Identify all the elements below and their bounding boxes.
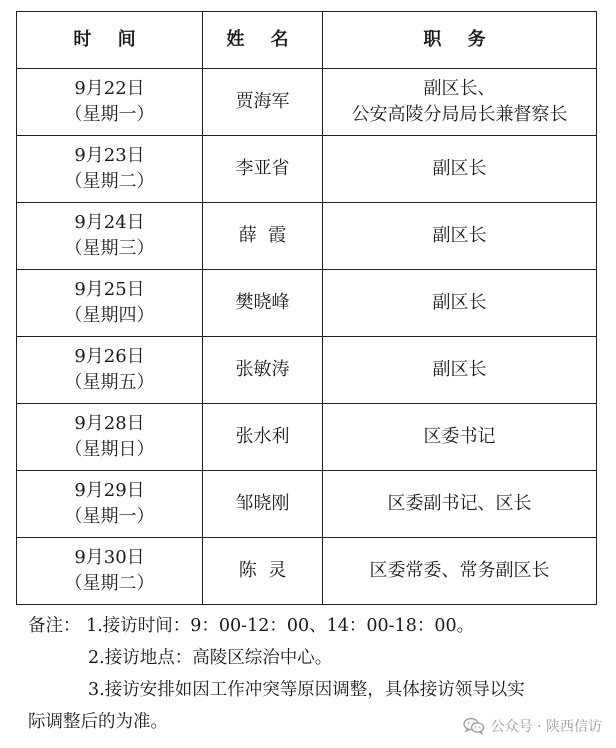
time-cell <box>17 337 203 404</box>
date-text: 9月30日 <box>74 547 145 568</box>
header-time: 时 间 <box>17 12 203 69</box>
time-cell <box>17 203 203 270</box>
table-row <box>17 69 597 136</box>
post-cell <box>323 270 597 337</box>
post-cell <box>323 203 597 270</box>
weekday-text: （星期二） <box>64 573 155 594</box>
note-line-adjustment: 3.接访安排如因工作冲突等原因调整，具体接访领导以实 <box>88 680 525 700</box>
note-line-location: 2.接访地点：高陵区综治中心。 <box>88 648 333 668</box>
watermark <box>463 716 602 736</box>
table-row <box>17 203 597 270</box>
date-text: 9月22日 <box>74 78 145 99</box>
table-body <box>17 69 597 605</box>
name-cell: 薛 霞 <box>203 203 323 270</box>
weekday-text: （星期日） <box>64 439 155 460</box>
post-text: 公安高陵分局局长兼督察长 <box>351 104 568 125</box>
post-cell <box>323 538 597 605</box>
name-cell: 张敏涛 <box>203 337 323 404</box>
weekday-text: （星期一） <box>64 104 155 125</box>
post-text: 区委书记 <box>423 426 496 447</box>
time-cell <box>17 270 203 337</box>
post-text: 区委副书记、区长 <box>387 493 532 514</box>
post-cell <box>323 404 597 471</box>
name-cell: 邹晓刚 <box>203 471 323 538</box>
wechat-icon <box>463 717 485 735</box>
table-row <box>17 337 597 404</box>
duty-schedule-table <box>16 11 597 605</box>
post-cell <box>323 69 597 136</box>
watermark-text: 公众号 · 陕西信访 <box>490 719 602 735</box>
weekday-text: （星期二） <box>64 171 155 192</box>
date-text: 9月29日 <box>74 480 145 501</box>
date-text: 9月25日 <box>74 279 145 300</box>
date-text: 9月26日 <box>74 346 145 367</box>
time-cell <box>17 538 203 605</box>
date-text: 9月28日 <box>74 413 145 434</box>
table-row <box>17 404 597 471</box>
post-text: 副区长 <box>432 359 487 380</box>
post-cell <box>323 337 597 404</box>
note-line-adjustment-continued: 际调整后的为准。 <box>28 712 168 732</box>
name-cell: 贾海军 <box>203 69 323 136</box>
note-line-time: 备注： 1.接访时间：9：00-12：00、14：00-18：00。 <box>28 616 475 636</box>
post-cell <box>323 136 597 203</box>
name-cell: 陈 灵 <box>203 538 323 605</box>
time-cell <box>17 136 203 203</box>
name-cell: 李亚省 <box>203 136 323 203</box>
table-row <box>17 270 597 337</box>
name-cell: 樊晓峰 <box>203 270 323 337</box>
post-text: 副区长 <box>432 158 487 179</box>
weekday-text: （星期三） <box>64 238 155 259</box>
post-text: 区委常委、常务副区长 <box>369 560 550 581</box>
header-name: 姓 名 <box>203 12 323 69</box>
post-text: 副区长、 <box>423 78 496 99</box>
time-cell <box>17 471 203 538</box>
date-text: 9月23日 <box>74 145 145 166</box>
weekday-text: （星期一） <box>64 506 155 527</box>
header-post: 职 务 <box>323 12 597 69</box>
table-row <box>17 538 597 605</box>
name-cell: 张水利 <box>203 404 323 471</box>
table-header-row <box>17 12 597 69</box>
time-cell <box>17 404 203 471</box>
table-row <box>17 471 597 538</box>
post-text: 副区长 <box>432 292 487 313</box>
time-cell <box>17 69 203 136</box>
weekday-text: （星期四） <box>64 305 155 326</box>
post-cell <box>323 471 597 538</box>
date-text: 9月24日 <box>74 212 145 233</box>
post-text: 副区长 <box>432 225 487 246</box>
weekday-text: （星期五） <box>64 372 155 393</box>
table-row <box>17 136 597 203</box>
